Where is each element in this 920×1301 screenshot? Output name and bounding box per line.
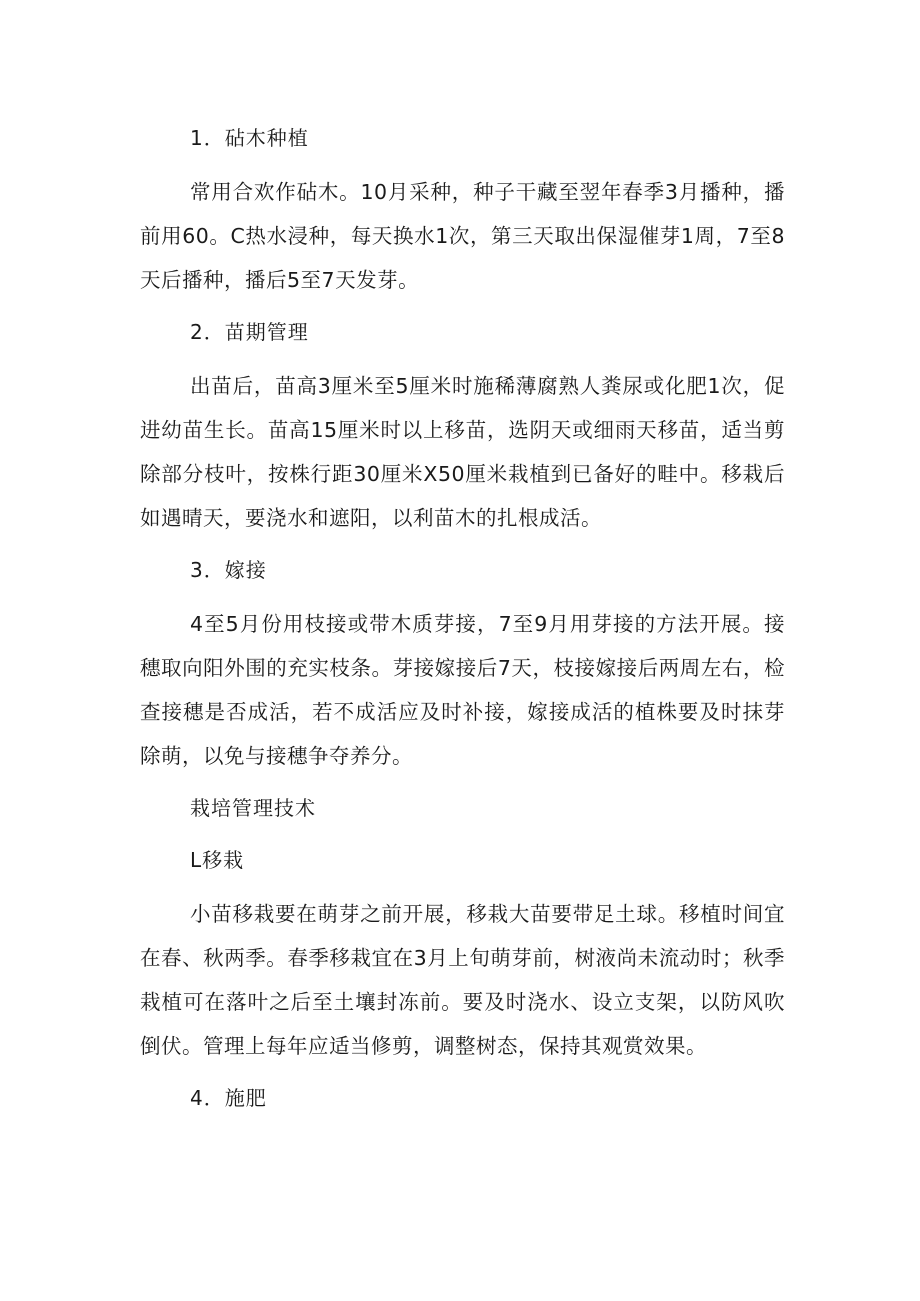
paragraph-seedling-management: 出苗后，苗高3厘米至5厘米时施稀薄腐熟人粪尿或化肥1次，促进幼苗生长。苗高15厘米时以上移苗，选阴天或细雨天移苗，适当剪除部分枝叶，按株行距30厘米X50厘米栽植到已备好的畦中。移栽后如遇晴天，要浇水和遮阳，以利苗木的扎根成活。 <box>140 374 785 530</box>
section-title-cultivation: 栽培管理技术 <box>190 796 316 820</box>
heading-seedling-management: 2．苗期管理 <box>190 320 309 344</box>
paragraph-grafting: 4至5月份用枝接或带木质芽接，7至9月用芽接的方法开展。接穗取向阳外围的充实枝条。芽接嫁接后7天，枝接嫁接后两周左右，检查接穗是否成活，若不成活应及时补接，嫁接成活的植株要及时抹芽除萌，以免与接穗争夺养分。 <box>140 612 785 768</box>
paragraph-transplanting: 小苗移栽要在萌芽之前开展，移栽大苗要带足土球。移植时间宜在春、秋两季。春季移栽宜在3月上旬萌芽前，树液尚未流动时；秋季栽植可在落叶之后至土壤封冻前。要及时浇水、设立支架，以防风吹倒伏。管理上每年应适当修剪，调整树态，保持其观赏效果。 <box>140 902 785 1058</box>
document-page <box>140 118 785 1118</box>
heading-fertilizing: 4．施肥 <box>190 1086 267 1110</box>
paragraph-rootstock: 常用合欢作砧木。10月采种，种子干藏至翌年春季3月播种，播前用60。C热水浸种，每天换水1次，第三天取出保湿催芽1周，7至8天后播种，播后5至7天发芽。 <box>140 180 785 292</box>
heading-grafting: 3．嫁接 <box>190 558 267 582</box>
heading-transplanting: L移栽 <box>190 848 245 872</box>
heading-rootstock: 1．砧木种植 <box>190 126 309 150</box>
